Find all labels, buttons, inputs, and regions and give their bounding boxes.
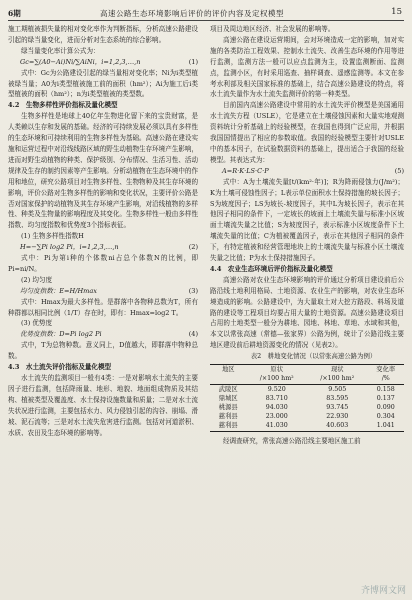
equation-text: 优势度指数：D=Pi log2 Pi (20, 330, 102, 339)
table-unit: /% (368, 374, 405, 384)
right-column (210, 24, 404, 446)
journal-title: 高速公路生态环境影响后评价的评价内容及定权模型 (100, 9, 284, 18)
subheading: (2) 均匀度 (21, 275, 52, 284)
running-header (8, 6, 404, 21)
table-cell: 93.745 (326, 403, 349, 411)
paragraph: 式中，T为总物种数。意义同上，D值越大，即群落中物种总数。 (8, 341, 198, 361)
equation-number: (5) (394, 166, 404, 175)
equation-number: (3) (188, 286, 198, 295)
table-cell: 83.595 (326, 394, 349, 402)
paragraph: 项目及周边地区经济、社会发展的影响等。 (210, 25, 335, 33)
paragraph: 经调查研究，常张高速公路沿线主要地区施工前 (223, 436, 361, 445)
subheading: (3) 优势度 (21, 319, 52, 328)
paragraph: 目前国内高速公路建设中常用的水土流失评价模型是美国通用水土流失方程（USLE），它是建立在土壤侵蚀因素和大量实地观测资料统计分析基础上的经验模型，在我国也得到广泛应用，并根据我国国情提出了相应的参数取值。我国的经验模型主要针对USLE中的基本因子，在试验数据资料的基础上，提出适合于我国的经验模型。其表达式为： (210, 101, 404, 164)
table-header: 原状 (246, 365, 307, 375)
table-cell: 22.930 (326, 413, 349, 421)
watermark: 齐博网文网 (360, 586, 406, 596)
equation-5 (210, 166, 404, 177)
table-cell: 0.304 (376, 413, 395, 421)
paragraph: 绿当量变化率计算公式为： (21, 46, 100, 55)
table-cell: 9.505 (328, 385, 347, 393)
table-cell: 41.030 (246, 421, 307, 431)
paragraph: 施工期植被损失量的相对变化率作为判断指标，分析高速公路建设引起的绿当量变化，进而分析对生态系统的综合影响。 (8, 25, 198, 44)
paragraph: 式中：Pi为第i种的个体数ni占总个体数N的比例，即Pi=ni/N。 (8, 254, 198, 273)
paragraph: 式中：A为土壤流失量[t/(km²·年)]；R为降雨侵蚀力(J/m²)；K为土壤可侵蚀性因子；L表示单位面积水土保持措施的坡长因子；S为坡度因子；LS为坡长-坡度因子，其中L为坡长因子，表示在其他因子相同的条件下，一定坡长的坡面上土壤流失量与标准小区坡面土壤流失量之比值；S为坡度因子，表示标准小区坡度条件下土壤流失量的比值；C为植被覆盖因子，表示在其他因子相同的条件下，有特定植被和经营管理地块上的土壤流失量与标准小区土壤流失量之比值；P为水土保持措施因子。 (210, 177, 404, 263)
equation-2 (8, 242, 198, 253)
table-row (210, 394, 404, 403)
paragraph: 水土流失的监测项目一般有4类：一是对影响水土流失的主要因子进行监测，包括降雨量、地形、地貌、地面组成物质及其结构、植被类型及覆盖度、水土保持设施数量和质量；二是对水土流失状况进行监测，主要包括水力、风力侵蚀引起的沟谷、崩塌、滑坡、泥石流等；三是对水土流失危害进行监测。包括对河道淤积、水质、农田及生态环境的影响等。 (8, 374, 198, 437)
paragraph: 高速公路对农业生态环境影响的评价通过分析项目建设前后公路沿线土地利用格局、土地资源、农业生产的影响，对农业生态环境造成的影响。公路建设中，为大量取土对大挖方路段、料场及道路的建设等工程项目均要占用大量的土地资源。高速公路建设项目占用的土地类型一般分为耕地、园地、林地、草地、水域和其他，本文以常张高速（常德—张家界）公路为例，统计了公路沿线主要地区建设前后耕地资源变化的情况（见表2）。 (210, 275, 404, 350)
table-row (210, 412, 404, 421)
table-unit: /×100 hm² (246, 374, 307, 384)
table-cell: 慈利县 (210, 421, 246, 431)
table-cell: 0.090 (376, 403, 395, 411)
equation-number: (4) (188, 330, 198, 339)
table-row (210, 403, 404, 412)
paragraph: 生物多样性是地球上40亿年生物进化留下来的宝贵财富，是人类赖以生存和发展的基础。经济的可持续发展必须以具有多样性的生态环境和可持续利用的生物多样性为基础。高速公路在建设实施和运营过程中对沿线线路区域的野生动植物生存环境产生影响，进而对野生动植物的种类、保护级别、分布情况、生活习性、活动规律及生存的制约因素等产生影响。分析动植物在生态环境中的作用和地位，研究公路项目对生物多样性、生物物种及其生存环境的影响，评价公路对生物多样性的影响和变化状况，主要评价公路是否对国家保护的动植物及其生存环境产生影响，对沿线植物的多样性、种类及生物量的影响程度及其变化。生物多样性一般由多样性指数、均匀度指数和优势度3个指标表征。 (8, 112, 198, 230)
table-unit: /×100 hm² (307, 374, 368, 384)
table-cell: 0.137 (376, 394, 395, 402)
section-heading: 4.3 水土流失评价指标及量化模型 (8, 363, 112, 372)
equation-4 (8, 329, 198, 340)
table-cell: 武陵区 (218, 385, 238, 393)
table-header: 现状 (307, 365, 368, 375)
equation-3 (8, 286, 198, 297)
table-unit (210, 374, 246, 384)
table-unit-row (210, 374, 404, 384)
table-header-row (210, 365, 404, 375)
paragraph: 式中：Hmax为最大多样性。是群落中各物种总数为T，所有种群都以相同比例（1/T）存在时，即有：Hmax=log2 T。 (8, 297, 198, 317)
equation-1 (8, 57, 198, 68)
equation-text: A=R·K·LS·C·P (222, 166, 269, 175)
table-cell: 9.520 (267, 385, 286, 393)
table-row (210, 421, 404, 431)
section-heading: 4.4 农业生态环境后评价指标及量化模型 (210, 264, 333, 273)
table-cell: 83.710 (265, 394, 288, 402)
table-cell: 鼎城区 (218, 394, 238, 402)
table-header: 变化率 (368, 365, 405, 375)
table-cell: 桃源县 (218, 403, 238, 411)
equation-text: Gc=∑(A0−Ai)Ni/∑AiNi，i=1,2,3,…,n (20, 57, 141, 66)
table-cell: 慈利县 (218, 413, 238, 421)
table-cell: 94.030 (265, 403, 288, 411)
equation-number: (1) (188, 57, 198, 66)
table-header: 地区 (210, 365, 246, 375)
equation-number: (2) (188, 243, 198, 252)
subheading: (1) 生物多样性指数H (21, 232, 84, 241)
paragraph: 式中：Gc为公路建设引起的绿当量相对变化率；Ni为i类型植被绿当量；A0为i类型植被施工前的面积（hm²）；Ai为施工后i类型植被的面积（hm²）；n为i类型植被的类型数。 (8, 68, 198, 99)
page-number: 15 (391, 7, 402, 17)
issue-label: 6期 (8, 9, 21, 18)
table-row (210, 384, 404, 394)
left-column (8, 24, 198, 438)
equation-text: 均匀度指数：E=H/Hmax (20, 286, 97, 295)
table-caption: 表2 耕地变化情况（以常张高速公路为例） (250, 352, 377, 361)
table-cell: 1.041 (368, 421, 405, 431)
table-cell: 23.000 (265, 413, 288, 421)
section-heading: 4.2 生物多样性评价指标及量化模型 (8, 101, 118, 110)
farmland-table (210, 364, 404, 431)
paragraph: 高速公路在建设运营期间，会对环境造成一定的影响，加对实施的各类防治工程效果、控制水土流失、改善生态环境的作用等进行监测，监测方法一般可以应点监测为主，设置监测断面、监测点，监测小区，有时采用巡查、抽样调查、遥感监测等。本文在参考水利部及相关国家标准的基础上，结合高速公路建设的特点，将水土流失量作为水土流失监测评价的第一种类型。 (210, 35, 404, 99)
table-cell: 0.158 (376, 385, 395, 393)
equation-text: H=−∑Pi log2 Pi，i=1,2,3,…,n (20, 243, 119, 252)
table-cell: 40.603 (307, 421, 368, 431)
